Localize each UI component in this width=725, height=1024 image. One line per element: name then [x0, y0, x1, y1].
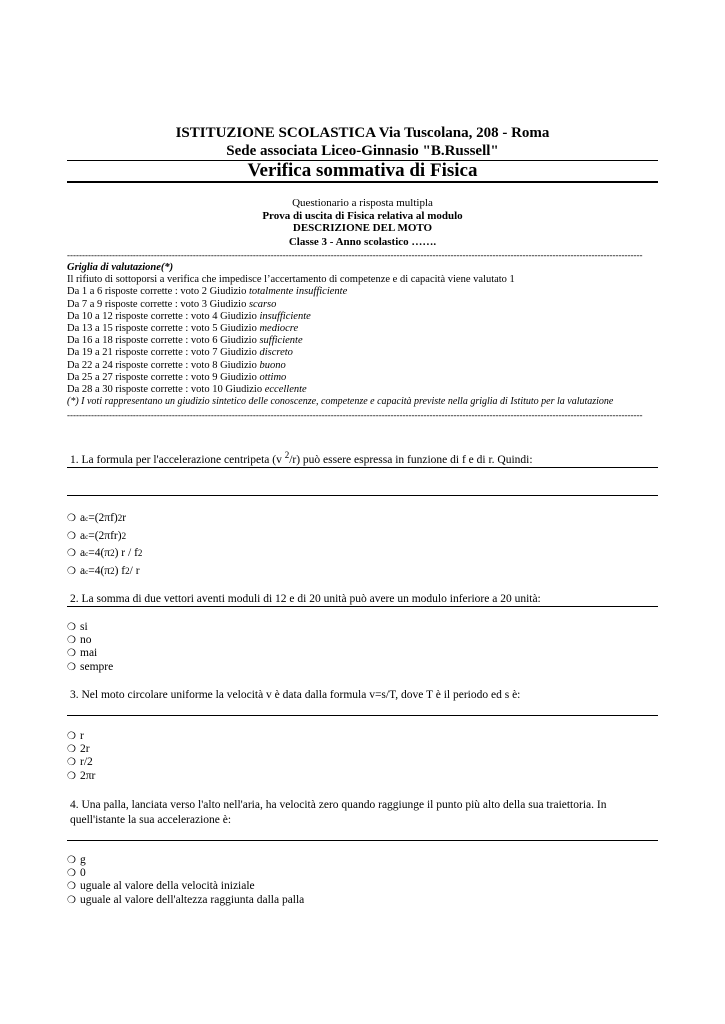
dashed-divider-top: ------------------------------------------------------------------------------------------------------------------------------------------------------------------------------------------------	[67, 250, 643, 260]
grading-row: Da 10 a 12 risposte corrette : voto 4 Giudizio insufficiente	[67, 310, 311, 322]
option-2a[interactable]: ❍ si	[67, 621, 88, 633]
question-4: 4. Una palla, lanciata verso l'alto nell'aria, ha velocità zero quando raggiunge il punto più alto della sua traiettoria. In quell'istante la sua accelerazione è:	[70, 799, 607, 826]
grading-title: Griglia di valutazione(*)	[67, 262, 174, 273]
option-1c[interactable]: ❍ a c =4(π 2 ) r / f 2	[67, 545, 142, 563]
option-4d[interactable]: ❍ uguale al valore dell'altezza raggiunta dalla palla	[67, 893, 305, 906]
radio-circle-icon[interactable]: ❍	[67, 757, 76, 769]
grading-row: Da 25 a 27 risposte corrette : voto 9 Giudizio ottimo	[67, 371, 287, 383]
radio-circle-icon[interactable]: ❍	[67, 548, 76, 559]
radio-circle-icon[interactable]: ❍	[67, 894, 76, 906]
grading-row: Da 7 a 9 risposte corrette : voto 3 Giudizio scarso	[67, 298, 277, 310]
radio-circle-icon[interactable]: ❍	[67, 648, 76, 660]
option-1a[interactable]: ❍ a c =(2πf) 2 r	[67, 510, 142, 528]
subtitle-class: Classe 3 - Anno scolastico …….	[288, 236, 437, 248]
question-3-options	[67, 730, 95, 783]
question-4-options	[67, 854, 304, 907]
question-4-underline	[67, 840, 658, 841]
page-title: Verifica sommativa di Fisica	[247, 160, 478, 181]
radio-circle-icon[interactable]: ❍	[67, 855, 76, 866]
question-2-options	[67, 621, 113, 674]
dashed-divider-bottom: ------------------------------------------------------------------------------------------------------------------------------------------------------------------------------------------------	[67, 410, 643, 420]
option-2c[interactable]: ❍ mai	[67, 647, 98, 660]
radio-circle-icon[interactable]: ❍	[67, 731, 76, 742]
option-3a[interactable]: ❍ r	[67, 730, 84, 742]
school-name: ISTITUZIONE SCOLASTICA Via Tuscolana, 208 - Roma	[175, 125, 550, 141]
grading-row: Da 19 a 21 risposte corrette : voto 7 Giudizio discreto	[67, 347, 293, 359]
subtitle-questionnaire: Questionario a risposta multipla	[292, 197, 433, 209]
subtitle-exam: Prova di uscita di Fisica relativa al modulo	[262, 210, 463, 222]
question-1: 1. La formula per l'accelerazione centripeta (v $^2$/r) può essere espressa in funzione di f e di r. Quindi:	[70, 450, 533, 466]
option-3b[interactable]: ❍ 2r	[67, 743, 90, 756]
question-3: 3. Nel moto circolare uniforme la velocità v è data dalla formula v=s/T, dove T è il periodo ed s è:	[70, 689, 521, 701]
radio-circle-icon[interactable]: ❍	[67, 622, 76, 633]
radio-circle-icon[interactable]: ❍	[67, 513, 76, 524]
option-3c[interactable]: ❍ r/2	[67, 756, 93, 769]
option-1b[interactable]: ❍ a c =(2πfr) 2	[67, 528, 142, 546]
option-1d[interactable]: ❍ a c =4(π 2 ) f 2 / r	[67, 563, 142, 581]
option-2d[interactable]: ❍ sempre	[67, 660, 114, 673]
question-3-underline	[67, 715, 658, 716]
school-branch: Sede associata Liceo-Ginnasio "B.Russell"	[226, 143, 499, 159]
grading-grid	[67, 262, 613, 408]
radio-circle-icon[interactable]: ❍	[67, 770, 76, 782]
radio-circle-icon[interactable]: ❍	[67, 565, 76, 577]
grading-row: Da 1 a 6 risposte corrette : voto 2 Giudizio totalmente insufficiente	[67, 286, 348, 298]
option-4c[interactable]: ❍ uguale al valore della velocità iniziale	[67, 880, 255, 893]
radio-circle-icon[interactable]: ❍	[67, 744, 76, 756]
question-1-underline	[67, 467, 658, 468]
question-1-options	[67, 510, 142, 580]
option-2b[interactable]: ❍ no	[67, 634, 92, 647]
radio-circle-icon[interactable]: ❍	[67, 661, 76, 673]
option-4b[interactable]: ❍ 0	[67, 867, 86, 880]
option-4a[interactable]: ❍ g	[67, 854, 86, 866]
header-divider-bottom	[67, 181, 658, 183]
grading-row: Da 22 a 24 risposte corrette : voto 8 Giudizio buono	[67, 359, 286, 371]
answer-line	[67, 495, 658, 496]
grading-row: Da 13 a 15 risposte corrette : voto 5 Giudizio mediocre	[67, 323, 299, 335]
subtitle-module: DESCRIZIONE DEL MOTO	[292, 222, 433, 234]
option-3d[interactable]: ❍ 2πr	[67, 769, 96, 782]
radio-circle-icon[interactable]: ❍	[67, 881, 76, 893]
question-2: 2. La somma di due vettori aventi moduli di 12 e di 20 unità può avere un modulo inferiore a 20 unità:	[70, 593, 541, 605]
radio-circle-icon[interactable]: ❍	[67, 635, 76, 647]
radio-circle-icon[interactable]: ❍	[67, 530, 76, 542]
radio-circle-icon[interactable]: ❍	[67, 868, 76, 880]
grading-intro: Il rifiuto di sottoporsi a verifica che impedisce l’accertamento di competenze e di capacità viene valutato 1	[67, 274, 515, 286]
grading-row: Da 16 a 18 risposte corrette : voto 6 Giudizio sufficiente	[67, 335, 303, 347]
grading-note: (*) I voti rappresentano un giudizio sintetico delle conoscenze, competenze e capacità previste nella griglia di Istituto per la valutazione	[67, 396, 614, 408]
grading-row: Da 28 a 30 risposte corrette : voto 10 Giudizio eccellente	[67, 384, 307, 396]
question-2-underline	[67, 606, 658, 607]
